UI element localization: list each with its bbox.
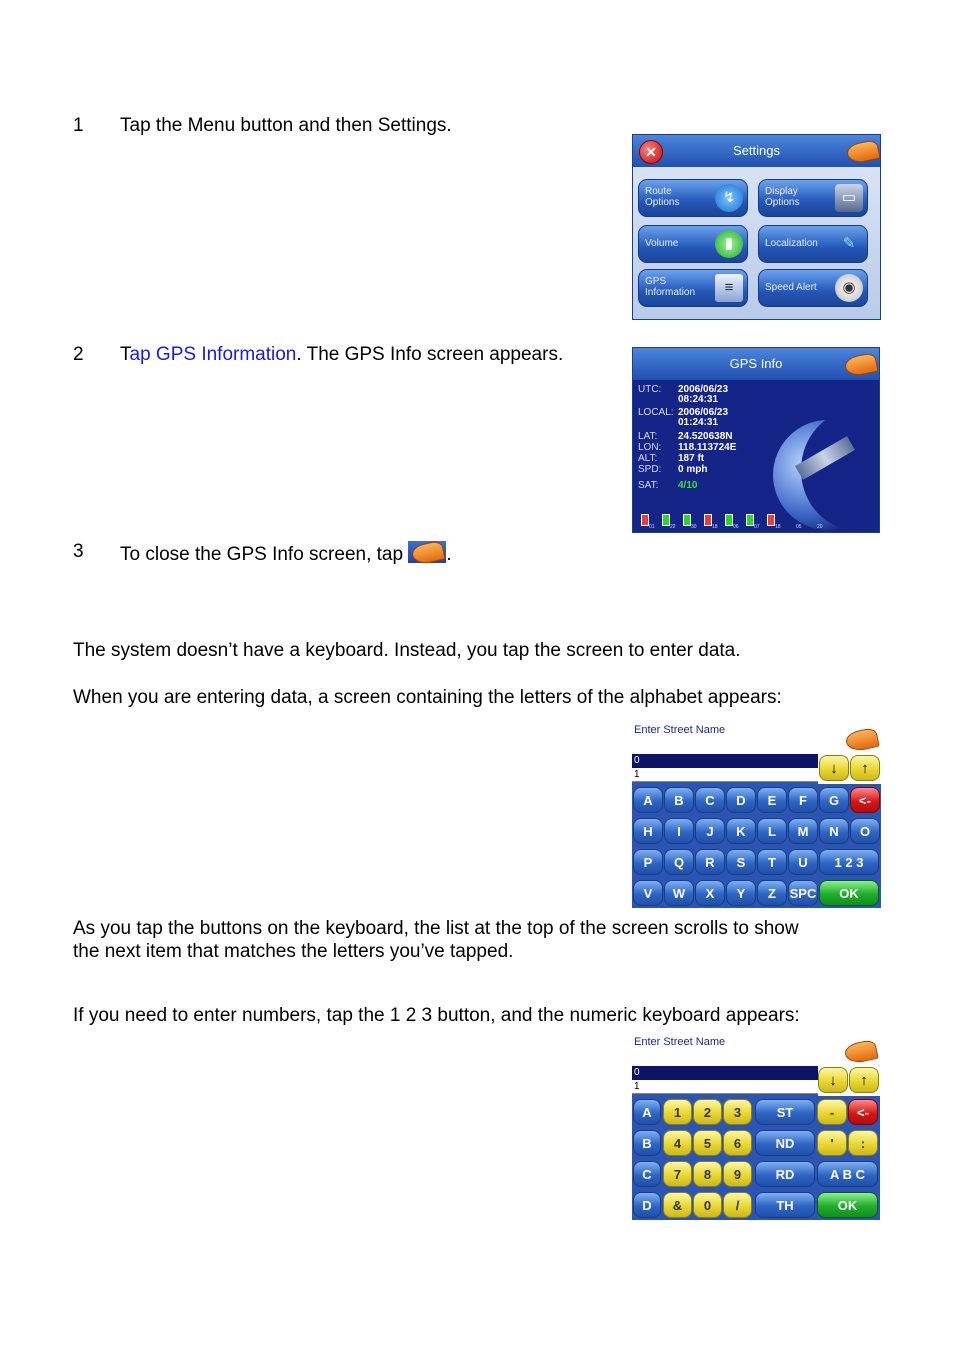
route-options-label-2: Options bbox=[645, 197, 680, 208]
gps-title: GPS Info bbox=[729, 356, 783, 371]
lon-label: LON: bbox=[638, 442, 662, 453]
volume-bars-icon: ▮ bbox=[715, 230, 743, 258]
key-q[interactable]: Q bbox=[664, 849, 694, 875]
route-icon: ↯ bbox=[715, 184, 743, 212]
satellite-id-label: 07 bbox=[754, 524, 760, 530]
spd-value: 0 mph bbox=[678, 464, 708, 475]
alpha-list-item-selected[interactable]: 0 bbox=[632, 754, 818, 768]
route-options-label-1: Route bbox=[645, 186, 672, 197]
key-9[interactable]: 9 bbox=[723, 1161, 752, 1187]
step-3-text bbox=[120, 541, 452, 566]
satellite-id-label: 22 bbox=[670, 524, 676, 530]
numeric-header bbox=[632, 1034, 880, 1068]
key-c[interactable]: C bbox=[695, 787, 725, 813]
gps-info-screen bbox=[632, 347, 880, 533]
key-0[interactable]: 0 bbox=[693, 1192, 722, 1218]
key-backspace[interactable]: <- bbox=[850, 787, 880, 813]
local-label: LOCAL: bbox=[638, 407, 674, 418]
satellite-id-label: 20 bbox=[817, 524, 823, 530]
satellite-signal-bar bbox=[725, 514, 733, 526]
key-1[interactable]: 1 bbox=[663, 1099, 692, 1125]
key-v[interactable]: V bbox=[633, 880, 663, 906]
paragraph-numeric-intro: If you need to enter numbers, tap the 1 2 3 button, and the numeric keyboard appears: bbox=[73, 1005, 800, 1026]
key-i[interactable]: I bbox=[664, 818, 694, 844]
gps-body bbox=[633, 380, 879, 532]
numeric-list-item[interactable]: 1 bbox=[632, 1080, 818, 1094]
key-r[interactable]: R bbox=[695, 849, 725, 875]
key-p[interactable]: P bbox=[633, 849, 663, 875]
satellite-signal-bar bbox=[683, 514, 691, 526]
step-3-number: 3 bbox=[73, 541, 84, 562]
alphabet-keyboard-screen bbox=[632, 722, 881, 908]
lat-value: 24.520638N bbox=[678, 431, 733, 442]
scroll-down-button[interactable]: ↓ bbox=[819, 755, 849, 781]
key-g[interactable]: G bbox=[819, 787, 849, 813]
paragraph-scroll-line-1: As you tap the buttons on the keyboard, the list at the top of the screen scrolls to show bbox=[73, 918, 799, 939]
key-u[interactable]: U bbox=[788, 849, 818, 875]
satellite-id-label: 18 bbox=[775, 524, 781, 530]
volume-button[interactable] bbox=[638, 225, 748, 263]
utc-date: 2006/06/23 bbox=[678, 384, 729, 395]
gps-row-utc-time bbox=[678, 394, 718, 405]
back-arrow-icon bbox=[411, 540, 446, 566]
utc-label: UTC: bbox=[638, 384, 662, 395]
satellite-id-label: 01 bbox=[649, 524, 655, 530]
local-time: 01:24:31 bbox=[678, 417, 719, 428]
utc-time: 08:24:31 bbox=[678, 394, 719, 405]
monitor-icon: ▭ bbox=[835, 184, 863, 212]
satellite-signal-bar bbox=[767, 514, 775, 526]
gps-information-label-1: GPS bbox=[645, 276, 667, 287]
step-1-number: 1 bbox=[73, 115, 84, 136]
key-space[interactable]: SPC bbox=[788, 880, 818, 906]
document-icon: ≡ bbox=[715, 274, 743, 302]
key-5[interactable]: 5 bbox=[693, 1130, 722, 1156]
key-backspace[interactable]: <- bbox=[848, 1099, 878, 1125]
display-options-label-2: Options bbox=[765, 197, 800, 208]
gps-row-alt bbox=[638, 453, 704, 464]
localization-label: Localization bbox=[765, 238, 818, 249]
key-slash[interactable]: / bbox=[723, 1192, 752, 1218]
key-w[interactable]: W bbox=[664, 880, 694, 906]
key-dash[interactable]: - bbox=[817, 1099, 847, 1125]
key-3[interactable]: 3 bbox=[723, 1099, 752, 1125]
step-2-text bbox=[120, 344, 563, 366]
back-arrow-icon[interactable] bbox=[843, 1039, 878, 1065]
key-f[interactable]: F bbox=[788, 787, 818, 813]
key-t[interactable]: T bbox=[757, 849, 787, 875]
key-e[interactable]: E bbox=[757, 787, 787, 813]
key-a[interactable]: A bbox=[633, 1099, 661, 1125]
key-colon[interactable]: : bbox=[848, 1130, 878, 1156]
key-d[interactable]: D bbox=[633, 1192, 661, 1218]
back-arrow-icon[interactable] bbox=[844, 727, 879, 753]
settings-screen bbox=[632, 134, 881, 320]
alpha-list-item[interactable]: 1 bbox=[632, 768, 818, 782]
satellite-id-label: 06 bbox=[733, 524, 739, 530]
gps-row-local-time bbox=[678, 417, 718, 428]
key-ok[interactable]: OK bbox=[819, 880, 879, 906]
pen-icon: ✎ bbox=[842, 235, 856, 252]
key-o[interactable]: O bbox=[850, 818, 880, 844]
key-b[interactable]: B bbox=[664, 787, 694, 813]
key-x[interactable]: X bbox=[695, 880, 725, 906]
back-button-icon bbox=[408, 541, 446, 563]
step-1-text: Tap the Menu button and then Settings. bbox=[120, 115, 452, 136]
satellite-id-label: 18 bbox=[712, 524, 718, 530]
satellite-id-label: 05 bbox=[796, 524, 802, 530]
alpha-header bbox=[632, 722, 881, 756]
key-rd[interactable]: RD bbox=[755, 1161, 815, 1187]
route-options-button[interactable] bbox=[638, 179, 748, 217]
numeric-title: Enter Street Name bbox=[634, 1036, 726, 1048]
satellite-signal-bar bbox=[704, 514, 712, 526]
gps-information-label-2: Information bbox=[645, 287, 696, 298]
key-d[interactable]: D bbox=[726, 787, 756, 813]
display-options-label-1: Display bbox=[765, 186, 798, 197]
scroll-down-button[interactable]: ↓ bbox=[818, 1067, 848, 1093]
satellite-signal-bar bbox=[641, 514, 649, 526]
key-a[interactable]: A bbox=[633, 787, 663, 813]
lat-label: LAT: bbox=[638, 431, 658, 442]
key-j[interactable]: J bbox=[695, 818, 725, 844]
gps-row-lon bbox=[638, 442, 736, 453]
key-st[interactable]: ST bbox=[755, 1099, 815, 1125]
display-options-button[interactable] bbox=[758, 179, 868, 217]
key-c[interactable]: C bbox=[633, 1161, 661, 1187]
sat-value: 4/10 bbox=[678, 480, 698, 491]
key-l[interactable]: L bbox=[757, 818, 787, 844]
scroll-up-button[interactable]: ↑ bbox=[850, 755, 880, 781]
key-numeric-mode[interactable]: 1 2 3 bbox=[819, 849, 879, 875]
alt-label: ALT: bbox=[638, 453, 658, 464]
key-b[interactable]: B bbox=[633, 1130, 661, 1156]
key-apostrophe[interactable]: ' bbox=[817, 1130, 847, 1156]
numeric-list-item-selected[interactable]: 0 bbox=[632, 1066, 818, 1080]
local-date: 2006/06/23 bbox=[678, 407, 729, 418]
key-k[interactable]: K bbox=[726, 818, 756, 844]
key-nd[interactable]: ND bbox=[755, 1130, 815, 1156]
key-s[interactable]: S bbox=[726, 849, 756, 875]
key-6[interactable]: 6 bbox=[723, 1130, 752, 1156]
gps-information-link[interactable]: ap GPS Information bbox=[129, 344, 297, 365]
key-8[interactable]: 8 bbox=[693, 1161, 722, 1187]
key-n[interactable]: N bbox=[819, 818, 849, 844]
key-th[interactable]: TH bbox=[755, 1192, 815, 1218]
paragraph-scroll-line-2: the next item that matches the letters you’ve tapped. bbox=[73, 941, 514, 962]
paragraph-no-keyboard: The system doesn’t have a keyboard. Instead, you tap the screen to enter data. bbox=[73, 640, 741, 661]
lon-value: 118.113724E bbox=[678, 442, 737, 453]
step-3-after: . bbox=[446, 544, 452, 565]
volume-label: Volume bbox=[645, 238, 679, 249]
step-2-number: 2 bbox=[73, 344, 84, 365]
key-h[interactable]: H bbox=[633, 818, 663, 844]
gps-information-button[interactable] bbox=[638, 269, 748, 307]
speed-alert-button[interactable] bbox=[758, 269, 868, 307]
key-4[interactable]: 4 bbox=[663, 1130, 692, 1156]
step-2-lead: T bbox=[120, 344, 130, 365]
spd-label: SPD: bbox=[638, 464, 662, 475]
satellite-id-label: 30 bbox=[691, 524, 697, 530]
localization-button[interactable] bbox=[758, 225, 868, 263]
key-alpha-mode[interactable]: A B C bbox=[817, 1161, 878, 1187]
key-m[interactable]: M bbox=[788, 818, 818, 844]
key-y[interactable]: Y bbox=[726, 880, 756, 906]
satellite-signal-bar bbox=[662, 514, 670, 526]
alt-value: 187 ft bbox=[678, 453, 705, 464]
sat-label: SAT: bbox=[638, 480, 659, 491]
speed-alert-label: Speed Alert bbox=[765, 282, 817, 293]
gps-row-lat bbox=[638, 431, 733, 442]
key-ok[interactable]: OK bbox=[817, 1192, 878, 1218]
key-z[interactable]: Z bbox=[757, 880, 787, 906]
alpha-title: Enter Street Name bbox=[634, 724, 726, 736]
key-ampersand[interactable]: & bbox=[663, 1192, 692, 1218]
numeric-keyboard-screen bbox=[632, 1034, 880, 1220]
close-icon[interactable]: ✕ bbox=[639, 140, 663, 164]
scroll-up-button[interactable]: ↑ bbox=[849, 1067, 879, 1093]
step-3-before: To close the GPS Info screen, tap bbox=[120, 544, 409, 565]
settings-title-bar bbox=[633, 135, 880, 167]
key-7[interactable]: 7 bbox=[663, 1161, 692, 1187]
speed-camera-icon: ◉ bbox=[835, 274, 863, 302]
key-2[interactable]: 2 bbox=[693, 1099, 722, 1125]
gps-row-sat bbox=[638, 480, 697, 491]
step-2-tail: . The GPS Info screen appears. bbox=[296, 344, 564, 365]
gps-row-spd bbox=[638, 464, 707, 475]
settings-title: Settings bbox=[733, 143, 780, 158]
satellite-signal-bar bbox=[746, 514, 754, 526]
paragraph-alphabet-intro: When you are entering data, a screen containing the letters of the alphabet appears: bbox=[73, 687, 782, 708]
gps-title-bar bbox=[633, 348, 879, 380]
